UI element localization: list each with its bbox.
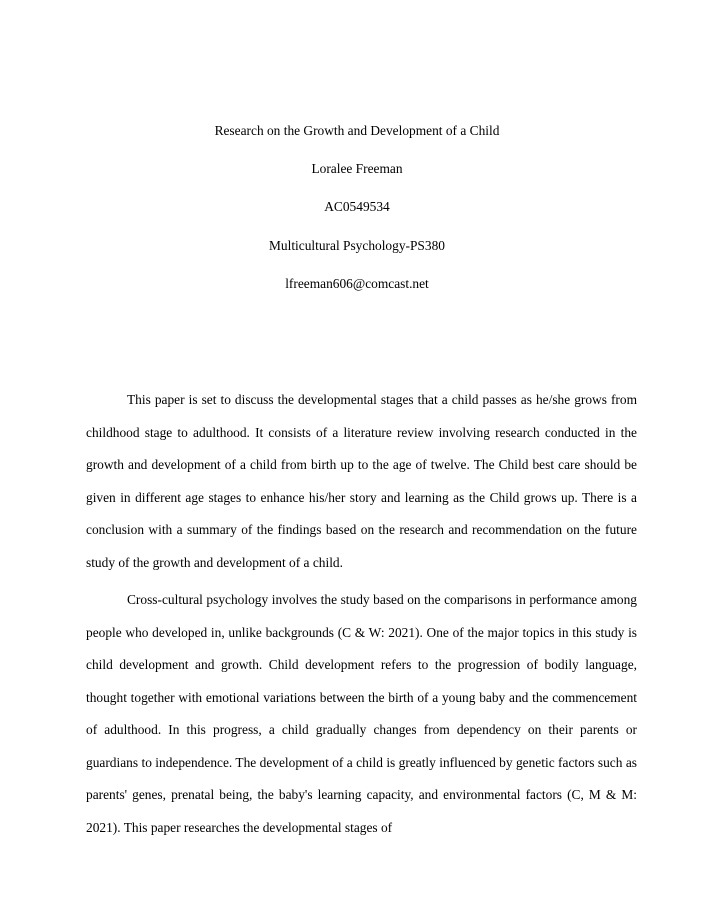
author-email: lfreeman606@comcast.net — [285, 275, 429, 291]
course-name: Multicultural Psychology-PS380 — [269, 237, 445, 253]
body-paragraph-2: Cross-cultural psychology involves the study based on the comparisons in performance among people who developed in, unlike backgrounds (C & W: 2021). One of the major topics in this study is child development and growth. Child development refers to the progression of bodily language, thought together with emotional variations between the birth of a young baby and the commencement of adulthood. In this progress, a child gradually changes from dependency on their parents or guardians to independence. The development of a child is greatly influenced by genetic factors such as parents' genes, prenatal being, the baby's learning capacity, and environmental factors (C, M & M: 2021). This paper researches the developmental stages of — [86, 592, 637, 835]
document-title: Research on the Growth and Development of a Child — [214, 123, 500, 138]
body-paragraph-1-container — [86, 384, 637, 579]
body-paragraph-1: This paper is set to discuss the developmental stages that a child passes as he/she grows from childhood stage to adulthood. It consists of a literature review involving research conducted in the growth and development of a child from birth up to the age of twelve. The Child best care should be given in different age stages to enhance his/her story and learning as the Child grows up. There is a conclusion with a summary of the findings based on the research and recommendation on the future study of the growth and development of a child. — [86, 392, 637, 570]
student-id: AC0549534 — [324, 199, 390, 215]
body-paragraph-2-container — [86, 584, 637, 844]
author-name: Loralee Freeman — [311, 161, 403, 177]
title-page — [0, 120, 714, 311]
